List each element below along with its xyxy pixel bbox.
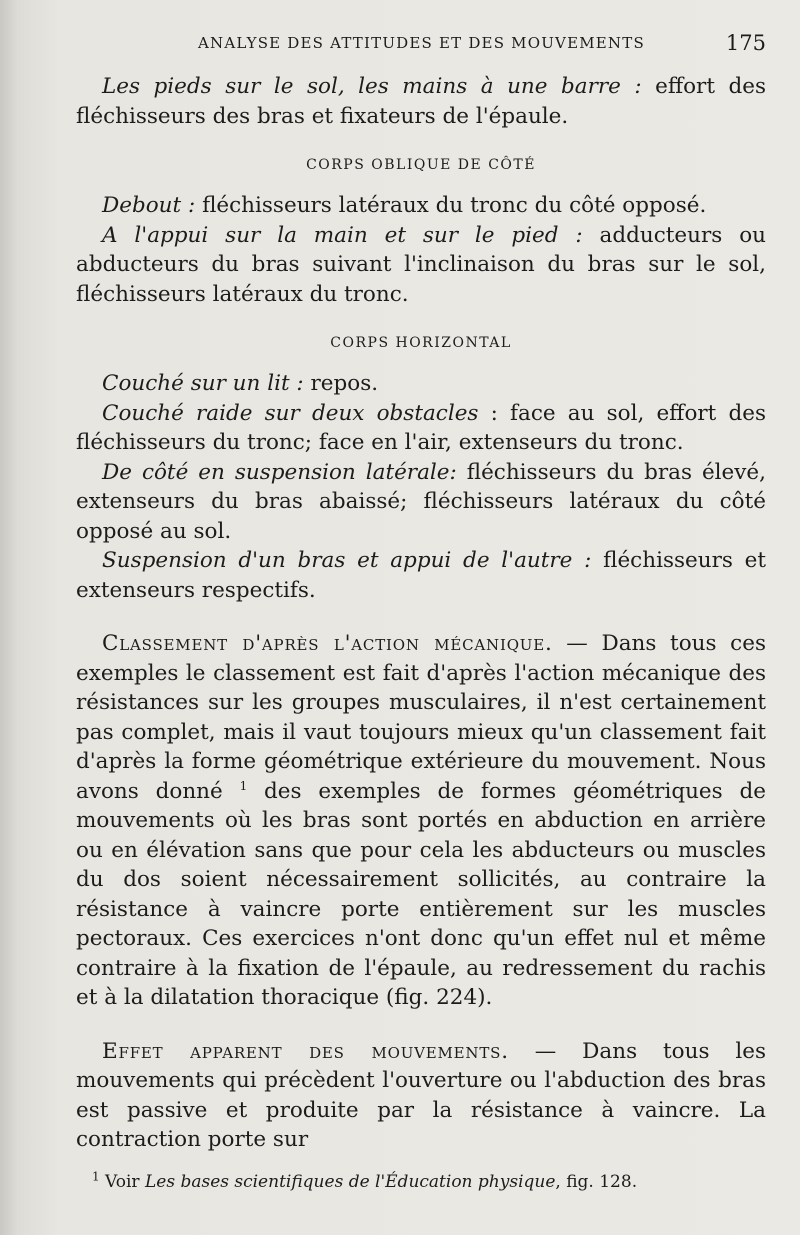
paragraph-text: adducteurs ou abducteurs du bras suivant l'inclinaison du bras sur le sol, fléchisseurs latéraux du tronc. xyxy=(76,222,766,307)
page-body xyxy=(76,72,766,1155)
paragraph-classement xyxy=(76,629,766,1013)
paragraph-suspension-bras xyxy=(76,546,766,605)
paragraph-lead-italic: Couché raide sur deux obstacles xyxy=(102,400,479,426)
paragraph-lead-italic: A l'appui sur la main et sur le pied : xyxy=(102,222,583,248)
paragraph-couche-lit xyxy=(76,369,766,399)
paragraph-text: effort des fléchisseurs des bras et fixateurs de l'épaule. xyxy=(76,74,766,129)
footnote-reference[interactable]: 1 xyxy=(239,778,248,793)
paragraph-barre xyxy=(76,72,766,131)
paragraph-appui xyxy=(76,221,766,310)
paragraph-suspension-laterale xyxy=(76,458,766,547)
footnote-book-title: Les bases scientifiques de l'Éducation physique xyxy=(144,1172,556,1192)
paragraph-text: : face au sol, effort des fléchisseurs du tronc; face en l'air, extenseurs du tronc. xyxy=(76,400,767,455)
paragraph-lead-italic: Debout : xyxy=(102,193,196,218)
paragraph-text: fléchisseurs du bras élevé, extenseurs du bras abaissé; fléchisseurs latéraux du côté opposé au sol. xyxy=(76,459,766,544)
paragraph-title: Classement d'après l'action mécanique. xyxy=(102,631,553,656)
paragraph-debout xyxy=(76,191,766,221)
paragraph-text: fléchisseurs latéraux du tronc du côté opposé. xyxy=(195,193,707,218)
section-heading-horizontal: CORPS HORIZONTAL xyxy=(330,335,512,351)
running-header xyxy=(198,31,766,55)
footnote-text: , fig. 128. xyxy=(555,1172,638,1192)
paragraph-text: — Dans tous ces exemples le classement est fait d'après l'action mécanique des résistances sur les groupes musculaires, il n'est certainement pas complet, mais il vaut toujours mieux qu'un classement fait d'après la forme géométrique extérieure du mouvement. Nous avons donné xyxy=(76,631,766,804)
paragraph-effet xyxy=(76,1037,766,1155)
running-title: ANALYSE DES ATTITUDES ET DES MOUVEMENTS xyxy=(198,34,645,52)
section-heading-oblique: CORPS OBLIQUE DE CÔTÉ xyxy=(306,157,536,173)
page-number: 175 xyxy=(725,31,766,55)
paragraph-lead-italic: Les pieds sur le sol, les mains à une barre : xyxy=(102,74,642,99)
paragraph-lead-italic: Suspension d'un bras et appui de l'autre : xyxy=(102,548,592,573)
paragraph-text: repos. xyxy=(303,371,379,396)
footnote-text: Voir xyxy=(99,1172,145,1192)
footnote xyxy=(92,1169,762,1192)
paragraph-text: fléchisseurs et extenseurs respectifs. xyxy=(76,548,767,603)
paragraph-text: — Dans tous les mouvements qui précèdent l'ouverture ou l'abduction des bras est passive et produite par la résistance à vaincre. La contraction porte sur xyxy=(76,1038,767,1152)
footnote-marker: 1 xyxy=(92,1169,100,1184)
paragraph-text: des exemples de formes géométriques de mouvements où les bras sont portés en abduction en arrière ou en élévation sans que pour cela les abducteurs ou muscles du dos soient nécessairement sollicités, au contraire la résistance à vaincre porte entièrement sur les muscles pectoraux. Ces exercices n'ont donc qu'un effet nul et même contraire à la fixation de l'épaule, au redressement du rachis et à la dilatation thoracique (fig. 224). xyxy=(76,778,766,1010)
paragraph-lead-italic: Couché sur un lit : xyxy=(102,371,304,396)
paragraph-lead-italic: De côté en suspension latérale: xyxy=(102,459,457,485)
paragraph-title: Effet apparent des mouvements. xyxy=(102,1038,509,1064)
paragraph-couche-raide xyxy=(76,399,766,458)
